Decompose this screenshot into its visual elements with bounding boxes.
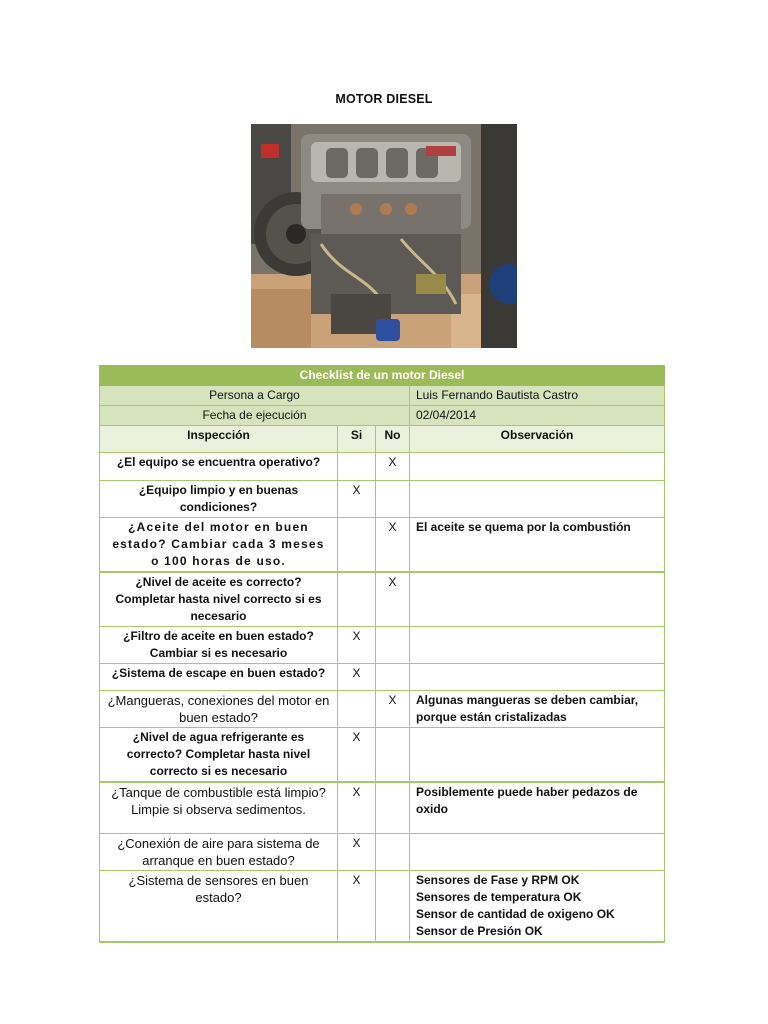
table-caption: Checklist de un motor Diesel [100,366,665,386]
row-si-mark: X [338,481,376,518]
table-row [100,782,665,833]
row-question: ¿Nivel de agua refrigerante es correcto? Completar hasta nivel correcto si es necesario [100,728,338,783]
table-row [100,870,665,942]
table-row [100,664,665,691]
observation-line: Posiblemente puede haber pedazos de oxido [416,785,638,816]
row-no-mark [376,728,410,783]
table-row [100,518,665,573]
table-row [100,627,665,664]
row-question: ¿Aceite del motor en buen estado? Cambiar cada 3 meses o 100 horas de uso. [100,518,338,573]
row-si-mark [338,453,376,481]
row-observation [410,453,665,481]
row-si-mark [338,518,376,573]
row-no-mark [376,664,410,691]
row-no-mark: X [376,518,410,573]
row-no-mark [376,870,410,942]
table-row [100,833,665,870]
row-question: ¿Mangueras, conexiones del motor en buen estado? [100,691,338,728]
row-question: ¿Filtro de aceite en buen estado? Cambiar si es necesario [100,627,338,664]
table-row [100,453,665,481]
observation-line: Sensores de Fase y RPM OK [416,872,580,887]
row-observation [410,481,665,518]
observation-line: Algunas mangueras se deben cambiar, porque están cristalizadas [416,693,639,724]
row-si-mark: X [338,782,376,833]
row-si-mark: X [338,664,376,691]
checklist-table [99,365,665,943]
row-question: ¿Tanque de combustible está limpio? Limpie si observa sedimentos. [100,782,338,833]
row-no-mark: X [376,572,410,627]
row-question: ¿Sistema de sensores en buen estado? [100,870,338,942]
table-row [100,691,665,728]
row-observation [410,833,665,870]
col-header-observation: Observación [410,426,665,453]
row-no-mark [376,627,410,664]
row-observation [410,664,665,691]
responsible-value: Luis Fernando Bautista Castro [410,386,665,406]
row-no-mark [376,782,410,833]
row-no-mark: X [376,453,410,481]
observation-line: El aceite se quema por la combustión [416,520,631,534]
table-row [100,481,665,518]
date-value: 02/04/2014 [410,406,665,426]
engine-photo [251,124,517,348]
row-observation [410,728,665,783]
observation-line: Sensor de cantidad de oxigeno OK [416,906,615,921]
observation-line: Sensor de Presión OK [416,923,543,938]
row-si-mark: X [338,833,376,870]
observation-line: Sensores de temperatura OK [416,889,582,904]
row-no-mark [376,833,410,870]
row-question: ¿Sistema de escape en buen estado? [100,664,338,691]
row-observation [410,870,665,942]
document-title: MOTOR DIESEL [335,92,433,106]
row-observation [410,627,665,664]
row-question: ¿Equipo limpio y en buenas condiciones? [100,481,338,518]
row-si-mark [338,572,376,627]
date-label: Fecha de ejecución [100,406,410,426]
row-si-mark: X [338,728,376,783]
table-row [100,572,665,627]
row-si-mark: X [338,627,376,664]
row-observation [410,691,665,728]
row-observation [410,782,665,833]
row-observation [410,518,665,573]
row-no-mark: X [376,691,410,728]
col-header-si: Si [338,426,376,453]
responsible-label: Persona a Cargo [100,386,410,406]
row-question: ¿El equipo se encuentra operativo? [100,453,338,481]
row-si-mark: X [338,870,376,942]
table-row [100,728,665,783]
col-header-no: No [376,426,410,453]
row-question: ¿Nivel de aceite es correcto? Completar hasta nivel correcto si es necesario [100,572,338,627]
row-observation [410,572,665,627]
row-question: ¿Conexión de aire para sistema de arranque en buen estado? [100,833,338,870]
row-no-mark [376,481,410,518]
col-header-inspection: Inspección [100,426,338,453]
row-si-mark [338,691,376,728]
